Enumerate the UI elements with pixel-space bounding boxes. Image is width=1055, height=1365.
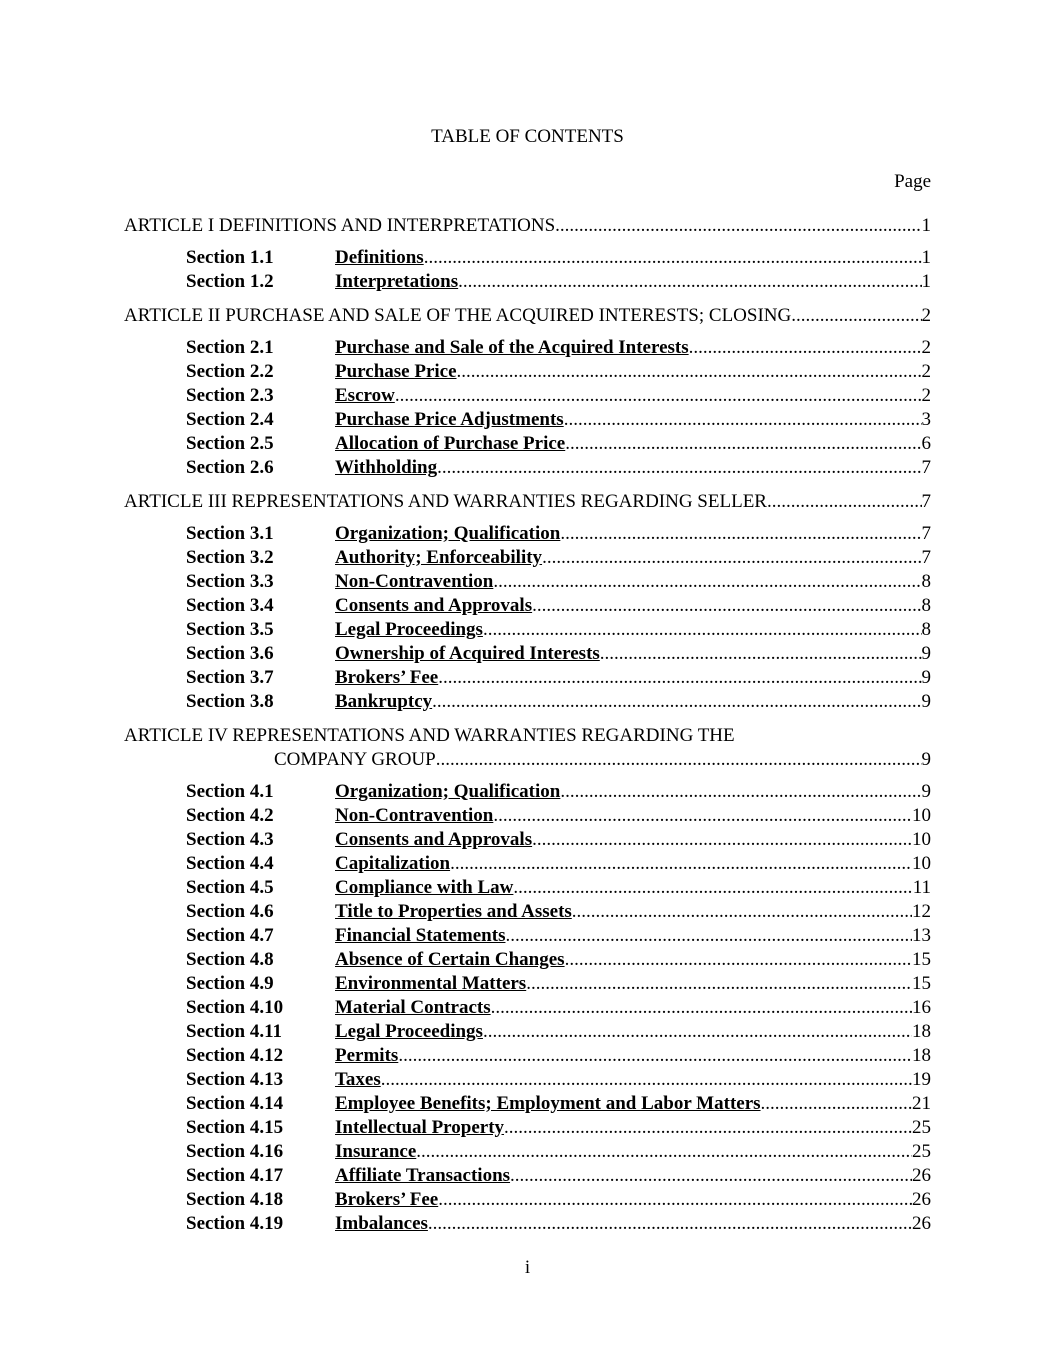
section-number: Section 4.14 <box>186 1093 284 1114</box>
table-of-contents <box>124 214 931 1246</box>
section-number: Section 2.6 <box>186 457 274 478</box>
section-title-link[interactable]: Financial Statements <box>335 925 506 946</box>
section-page-number: 26 <box>912 1189 931 1210</box>
article-heading[interactable] <box>124 304 931 328</box>
section-number: Section 4.17 <box>186 1165 284 1186</box>
section-title-suffix: . <box>450 853 455 874</box>
section-number: Section 4.1 <box>186 781 274 802</box>
section-title-link[interactable]: Ownership of Acquired Interests <box>335 643 600 664</box>
dot-leader <box>455 852 912 876</box>
dot-leader <box>565 432 921 456</box>
section-entry[interactable] <box>124 1116 931 1140</box>
dot-leader <box>458 270 921 294</box>
dot-leader <box>560 780 921 804</box>
page-column-label: Page <box>894 171 931 192</box>
section-list <box>124 336 931 480</box>
section-number: Section 3.2 <box>186 547 274 568</box>
section-title-suffix: . <box>505 925 511 946</box>
section-entry[interactable] <box>124 570 931 594</box>
dot-leader <box>436 748 922 772</box>
section-page-number: 9 <box>921 691 931 712</box>
dot-leader <box>398 1044 912 1068</box>
section-title-link[interactable]: Affiliate Transactions <box>335 1165 511 1186</box>
dot-leader <box>555 214 921 238</box>
section-page-number: 10 <box>912 853 931 874</box>
section-number: Section 2.1 <box>186 337 274 358</box>
section-title-link[interactable]: Permits <box>335 1045 399 1066</box>
section-page-number: 12 <box>912 901 931 922</box>
article-heading[interactable] <box>124 490 931 514</box>
dot-leader <box>424 246 922 270</box>
dot-leader <box>493 804 912 828</box>
section-title-link[interactable]: Absence of Certain Changes <box>335 949 565 970</box>
section-entry[interactable] <box>124 384 931 408</box>
dot-leader <box>428 1212 912 1236</box>
section-title-link[interactable]: Environmental Matters <box>335 973 527 994</box>
toc-title: TABLE OF CONTENTS <box>431 126 624 147</box>
section-page-number: 15 <box>912 949 931 970</box>
section-title-link[interactable]: Consents and Approvals <box>335 595 533 616</box>
article-heading-text: ARTICLE I DEFINITIONS AND INTERPRETATIONS <box>124 215 556 236</box>
section-page-number: 18 <box>912 1021 931 1042</box>
dot-leader <box>504 1116 912 1140</box>
section-number: Section 2.2 <box>186 361 274 382</box>
article-heading-text: ARTICLE IV REPRESENTATIONS AND WARRANTIES REGARDING THE <box>124 725 735 746</box>
section-number: Section 4.6 <box>186 901 274 922</box>
section-number: Section 3.1 <box>186 523 274 544</box>
dot-leader <box>572 900 912 924</box>
section-page-number: 7 <box>921 457 931 478</box>
section-page-number: 11 <box>912 877 931 898</box>
dot-leader <box>761 1092 912 1116</box>
section-title-suffix: . <box>542 547 547 568</box>
section-number: Section 2.5 <box>186 433 274 454</box>
section-entry[interactable] <box>124 876 931 900</box>
section-number: Section 3.7 <box>186 667 274 688</box>
section-entry[interactable] <box>124 828 931 852</box>
section-entry[interactable] <box>124 642 931 666</box>
section-page-number: 25 <box>912 1117 931 1138</box>
section-number: Section 4.5 <box>186 877 274 898</box>
dot-leader <box>437 456 921 480</box>
article-heading-text-line2: COMPANY GROUP <box>274 749 436 770</box>
section-entry[interactable] <box>124 666 931 690</box>
section-list <box>124 246 931 294</box>
section-number: Section 2.4 <box>186 409 274 430</box>
section-title-link[interactable]: Brokers’ Fee <box>335 1189 439 1210</box>
section-title-link[interactable]: Interpretations <box>335 271 459 292</box>
section-number: Section 3.4 <box>186 595 274 616</box>
dot-leader <box>510 1164 912 1188</box>
page-number-footer: i <box>524 1257 531 1278</box>
dot-leader <box>416 1140 912 1164</box>
section-title-link[interactable]: Purchase Price <box>335 361 457 382</box>
dot-leader <box>532 594 921 618</box>
section-number: Section 4.12 <box>186 1045 284 1066</box>
section-number: Section 4.2 <box>186 805 274 826</box>
section-page-number: 9 <box>921 781 931 802</box>
section-entry[interactable] <box>124 924 931 948</box>
section-entry[interactable] <box>124 1140 931 1164</box>
section-title-link[interactable]: Title to Properties and Assets <box>335 901 572 922</box>
section-number: Section 1.2 <box>186 271 274 292</box>
section-entry[interactable] <box>124 996 931 1020</box>
section-number: Section 4.7 <box>186 925 274 946</box>
section-title-link[interactable]: Organization; Qualification <box>335 781 561 802</box>
dot-leader <box>438 666 921 690</box>
dot-leader <box>381 1068 912 1092</box>
section-page-number: 8 <box>921 619 931 640</box>
section-title-link[interactable]: Intellectual Property <box>335 1117 505 1138</box>
section-page-number: 21 <box>912 1093 931 1114</box>
section-number: Section 4.11 <box>186 1021 283 1042</box>
section-entry[interactable] <box>124 408 931 432</box>
article-heading[interactable] <box>124 214 931 238</box>
section-number: Section 4.4 <box>186 853 274 874</box>
dot-leader <box>600 642 922 666</box>
section-number: Section 4.8 <box>186 949 274 970</box>
section-page-number: 8 <box>921 571 931 592</box>
section-title-link[interactable]: Capitalization <box>335 853 451 874</box>
section-page-number: 9 <box>921 667 931 688</box>
section-number: Section 1.1 <box>186 247 274 268</box>
dot-leader <box>547 546 922 570</box>
section-title-link[interactable]: Organization; Qualification <box>335 523 561 544</box>
article-page-number: 7 <box>921 491 931 512</box>
section-title-link[interactable]: Legal Proceedings <box>335 1021 483 1042</box>
section-page-number: 19 <box>912 1069 931 1090</box>
section-number: Section 3.6 <box>186 643 274 664</box>
article-heading-text: ARTICLE II PURCHASE AND SALE OF THE ACQUIRED INTERESTS; CLOSING <box>124 305 792 326</box>
dot-leader <box>510 924 912 948</box>
dot-leader <box>791 304 921 328</box>
section-list <box>124 780 931 1236</box>
dot-leader <box>457 360 922 384</box>
section-number: Section 4.13 <box>186 1069 284 1090</box>
section-page-number: 2 <box>921 385 931 406</box>
dot-leader <box>513 876 912 900</box>
section-list <box>124 522 931 714</box>
section-title-link[interactable]: Escrow <box>335 385 395 406</box>
section-entry[interactable] <box>124 270 931 294</box>
section-page-number: 6 <box>921 433 931 454</box>
section-page-number: 8 <box>921 595 931 616</box>
dot-leader <box>560 522 921 546</box>
section-title-link[interactable]: Allocation of Purchase Price <box>335 433 566 454</box>
section-page-number: 1 <box>921 247 931 268</box>
section-entry[interactable] <box>124 972 931 996</box>
section-entry[interactable] <box>124 432 931 456</box>
section-title-link[interactable]: Definitions <box>335 247 424 268</box>
section-page-number: 2 <box>921 361 931 382</box>
section-number: Section 4.19 <box>186 1213 284 1234</box>
article-page-number: 1 <box>921 215 931 236</box>
section-title-link[interactable]: Authority; Enforceability <box>335 547 543 568</box>
dot-leader <box>532 828 912 852</box>
section-entry[interactable] <box>124 1068 931 1092</box>
section-page-number: 13 <box>912 925 931 946</box>
section-page-number: 1 <box>921 271 931 292</box>
section-title-link[interactable]: Material Contracts <box>335 997 491 1018</box>
section-page-number: 3 <box>921 409 931 430</box>
section-page-number: 26 <box>912 1213 931 1234</box>
section-title-suffix: . <box>490 997 496 1018</box>
section-number: Section 3.3 <box>186 571 274 592</box>
section-number: Section 4.15 <box>186 1117 284 1138</box>
section-title-link[interactable]: Employee Benefits; Employment and Labor Matters <box>335 1093 761 1114</box>
section-entry[interactable] <box>124 1092 931 1116</box>
article-heading[interactable] <box>124 724 931 772</box>
section-entry[interactable] <box>124 594 931 618</box>
dot-leader <box>483 1020 912 1044</box>
section-number: Section 3.5 <box>186 619 274 640</box>
section-number: Section 4.9 <box>186 973 274 994</box>
section-entry[interactable] <box>124 456 931 480</box>
section-page-number: 16 <box>912 997 931 1018</box>
dot-leader <box>438 1188 912 1212</box>
dot-leader <box>689 336 922 360</box>
section-title-link[interactable]: Consents and Approvals <box>335 829 533 850</box>
section-title-link[interactable]: Withholding <box>335 457 438 478</box>
dot-leader <box>432 690 921 714</box>
dot-leader <box>495 996 912 1020</box>
dot-leader <box>767 490 922 514</box>
section-number: Section 4.16 <box>186 1141 284 1162</box>
section-entry[interactable] <box>124 780 931 804</box>
section-entry[interactable] <box>124 852 931 876</box>
dot-leader <box>565 948 912 972</box>
dot-leader <box>493 570 921 594</box>
section-number: Section 4.3 <box>186 829 274 850</box>
section-page-number: 7 <box>921 523 931 544</box>
section-title-link[interactable]: Insurance <box>335 1141 417 1162</box>
section-entry[interactable] <box>124 246 931 270</box>
section-title-link[interactable]: Taxes <box>335 1069 381 1090</box>
section-entry[interactable] <box>124 546 931 570</box>
section-page-number: 7 <box>921 547 931 568</box>
section-number: Section 4.10 <box>186 997 284 1018</box>
section-entry[interactable] <box>124 336 931 360</box>
section-entry[interactable] <box>124 804 931 828</box>
section-page-number: 25 <box>912 1141 931 1162</box>
dot-leader <box>568 408 921 432</box>
section-page-number: 9 <box>921 643 931 664</box>
section-entry[interactable] <box>124 1044 931 1068</box>
section-entry[interactable] <box>124 360 931 384</box>
section-title-link[interactable]: Non-Contravention <box>335 571 494 592</box>
article-page-number: 9 <box>921 749 931 770</box>
section-page-number: 10 <box>912 805 931 826</box>
section-page-number: 2 <box>921 337 931 358</box>
section-title-link[interactable]: Non-Contravention <box>335 805 494 826</box>
section-title-link[interactable]: Imbalances <box>335 1213 428 1234</box>
section-entry[interactable] <box>124 1020 931 1044</box>
section-page-number: 18 <box>912 1045 931 1066</box>
section-title-link[interactable]: Legal Proceedings <box>335 619 483 640</box>
section-number: Section 3.8 <box>186 691 274 712</box>
article-page-number: 2 <box>921 305 931 326</box>
section-title-link[interactable]: Bankruptcy <box>335 691 433 712</box>
section-title-link[interactable]: Purchase Price Adjustments <box>335 409 564 430</box>
section-number: Section 4.18 <box>186 1189 284 1210</box>
section-title-suffix: . <box>563 409 569 430</box>
section-entry[interactable] <box>124 900 931 924</box>
article-heading-text: ARTICLE III REPRESENTATIONS AND WARRANTIES REGARDING SELLER <box>124 491 767 512</box>
section-entry[interactable] <box>124 618 931 642</box>
dot-leader <box>395 384 922 408</box>
dot-leader <box>526 972 912 996</box>
section-page-number: 15 <box>912 973 931 994</box>
section-page-number: 26 <box>912 1165 931 1186</box>
section-page-number: 10 <box>912 829 931 850</box>
section-entry[interactable] <box>124 948 931 972</box>
section-entry[interactable] <box>124 1164 931 1188</box>
section-title-link[interactable]: Compliance with Law <box>335 877 514 898</box>
section-title-link[interactable]: Purchase and Sale of the Acquired Interests <box>335 337 689 358</box>
section-number: Section 2.3 <box>186 385 274 406</box>
section-entry[interactable] <box>124 690 931 714</box>
section-entry[interactable] <box>124 1188 931 1212</box>
section-title-link[interactable]: Brokers’ Fee <box>335 667 439 688</box>
dot-leader <box>483 618 922 642</box>
section-entry[interactable] <box>124 1212 931 1236</box>
section-entry[interactable] <box>124 522 931 546</box>
